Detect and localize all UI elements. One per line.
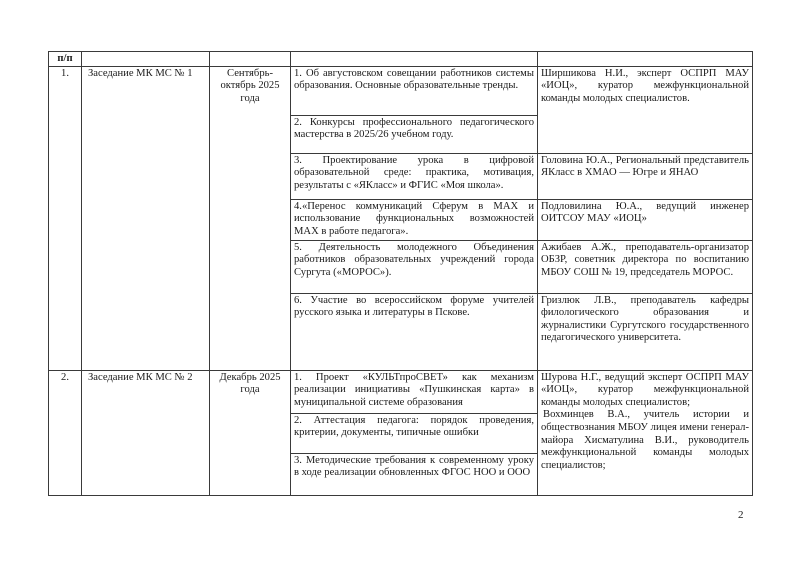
event-date: Сентябрь-октябрь 2025 года	[210, 66, 291, 370]
header-date	[210, 52, 291, 67]
topic-cell: 3. Проектирование урока в цифровой образовательной среде: практика, мотивация, результаты с «ЯКласс» и ФГИС «Моя школа».	[291, 153, 538, 199]
header-topic	[291, 52, 538, 67]
row-number: 2.	[49, 370, 82, 495]
event-date: Декабрь 2025 года	[210, 370, 291, 495]
header-speaker	[538, 52, 753, 67]
speaker-cell	[538, 370, 753, 495]
table-header-row	[49, 52, 753, 67]
speaker-cell: Гризлюк Л.В., преподаватель кафедры филологического образования и журналистики Сургутского государственного педагогического университета.	[538, 293, 753, 370]
event-name: Заседание МК МС № 1	[82, 66, 210, 370]
topic-cell: 3. Методические требования к современному уроку в ходе реализации обновленных ФГОС НОО и ООО	[291, 453, 538, 495]
topic-cell: 4.«Перенос коммуникаций Сферум в MAX и использование функциональных возможностей MAX в работе педагога».	[291, 199, 538, 240]
header-event	[82, 52, 210, 67]
event-name: Заседание МК МС № 2	[82, 370, 210, 495]
topic-cell: 1. Проект «КУЛЬТпроСВЕТ» как механизм реализации инициативы «Пушкинская карта» в муниципальной системе образования	[291, 370, 538, 413]
table-row	[49, 370, 753, 413]
speaker-cell: Головина Ю.А., Региональный представитель ЯКласс в ХМАО — Югре и ЯНАО	[538, 153, 753, 199]
events-table	[48, 51, 753, 496]
topic-cell: 2. Конкурсы профессионального педагогического мастерства в 2025/26 учебном году.	[291, 115, 538, 153]
speaker-cell: Подловилина Ю.А., ведущий инженер ОИТСОУ МАУ «ИОЦ»	[538, 199, 753, 240]
table-row	[49, 66, 753, 115]
page-number: 2	[738, 509, 744, 521]
topic-cell: 2. Аттестация педагога: порядок проведения, критерии, документы, типичные ошибки	[291, 413, 538, 453]
row-number: 1.	[49, 66, 82, 370]
speaker-cell: Ширшикова Н.И., эксперт ОСПРП МАУ «ИОЦ», куратор межфункциональной команды молодых специалистов.	[538, 66, 753, 153]
header-num: п/п	[49, 52, 82, 67]
speaker-entry: Шурова Н.Г., ведущий эксперт ОСПРП МАУ «ИОЦ», куратор межфункциональной команды молодых специалистов;	[541, 371, 749, 408]
topic-cell: 6. Участие во всероссийском форуме учителей русского языка и литературы в Пскове.	[291, 293, 538, 370]
topic-cell: 5. Деятельность молодежного Объединения работников образовательных учреждений города Сургута («МОРОС»).	[291, 240, 538, 293]
speaker-cell: Ажибаев А.Ж., преподаватель-организатор ОБЗР, советник директора по воспитанию МБОУ СОШ № 19, председатель МОРОС.	[538, 240, 753, 293]
speaker-entry: Вохминцев В.А., учитель истории и обществознания МБОУ лицея имени генерал-майора Хисматулина В.И., руководитель межфункциональной команды молодых специалистов;	[541, 409, 749, 471]
topic-cell: 1. Об августовском совещании работников системы образования. Основные образовательные тренды.	[291, 66, 538, 115]
